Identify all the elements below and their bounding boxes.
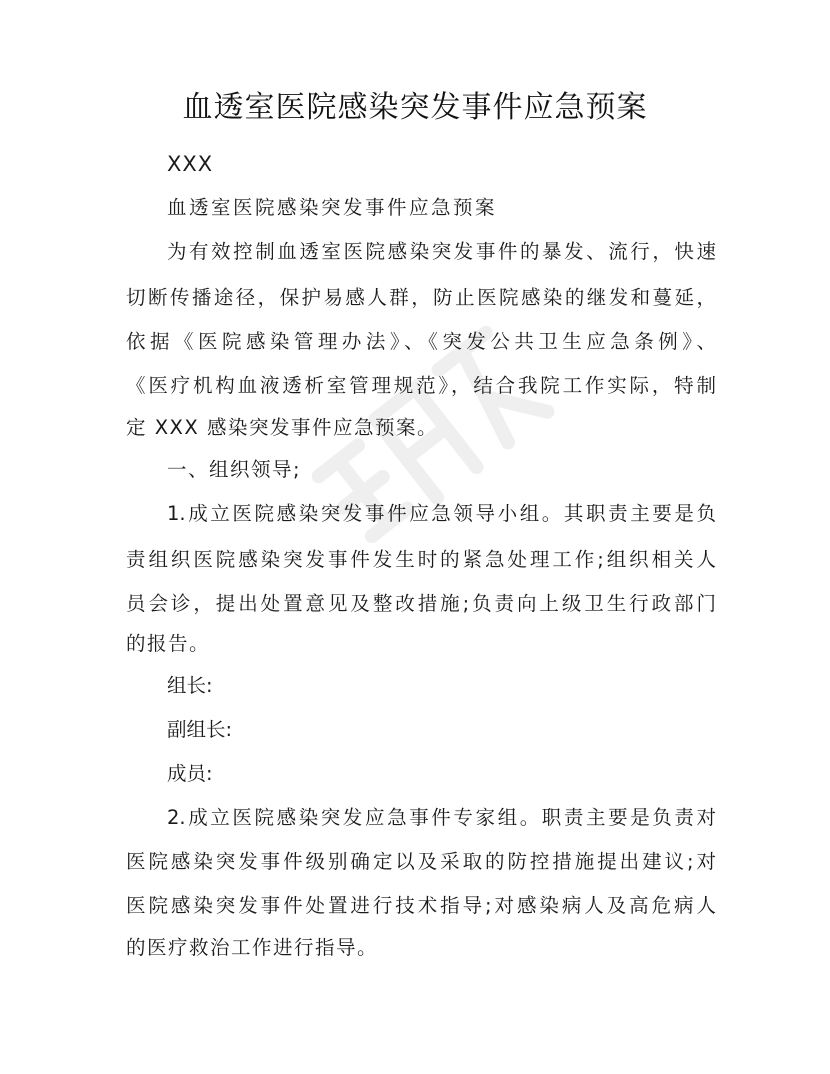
intro-line: 定 XXX 感染突发事件应急预案。 xyxy=(126,416,438,439)
paragraph-line: 1.成立医院感染突发事件应急领导小组。其职责主要是负 xyxy=(167,502,716,525)
paragraph-line: 医院感染突发事件处置进行技术指导;对感染病人及高危病人 xyxy=(126,894,716,917)
paragraph-line: 的报告。 xyxy=(126,632,211,655)
paragraph-line: 2.成立医院感染突发应急事件专家组。职责主要是负责对 xyxy=(167,806,716,829)
paragraph-line: 责组织医院感染突发事件发生时的紧急处理工作;组织相关人 xyxy=(126,548,716,571)
intro-line: 切断传播途径，保护易感人群，防止医院感染的继发和蔓延， xyxy=(126,286,716,309)
document-author: XXX xyxy=(167,152,214,176)
paragraph-line: 员会诊，提出处置意见及整改措施;负责向上级卫生行政部门 xyxy=(126,592,716,615)
section-heading: 一、组织领导; xyxy=(167,458,302,481)
intro-line: 《医疗机构血液透析室管理规范》，结合我院工作实际，特制 xyxy=(126,374,716,397)
document-subtitle: 血透室医院感染突发事件应急预案 xyxy=(167,196,498,219)
leader-label: 组长: xyxy=(167,674,213,697)
paragraph-line: 医院感染突发事件级别确定以及采取的防控措施提出建议;对 xyxy=(126,850,716,873)
document-title: 血透室医院感染突发事件应急预案 xyxy=(182,90,648,125)
deputy-label: 副组长: xyxy=(167,718,233,741)
intro-line: 依据《医院感染管理办法》、《突发公共卫生应急条例》、 xyxy=(126,330,716,353)
paragraph-line: 的医疗救治工作进行指导。 xyxy=(126,936,379,959)
intro-line: 为有效控制血透室医院感染突发事件的暴发、流行，快速 xyxy=(167,240,716,263)
members-label: 成员: xyxy=(167,762,213,785)
